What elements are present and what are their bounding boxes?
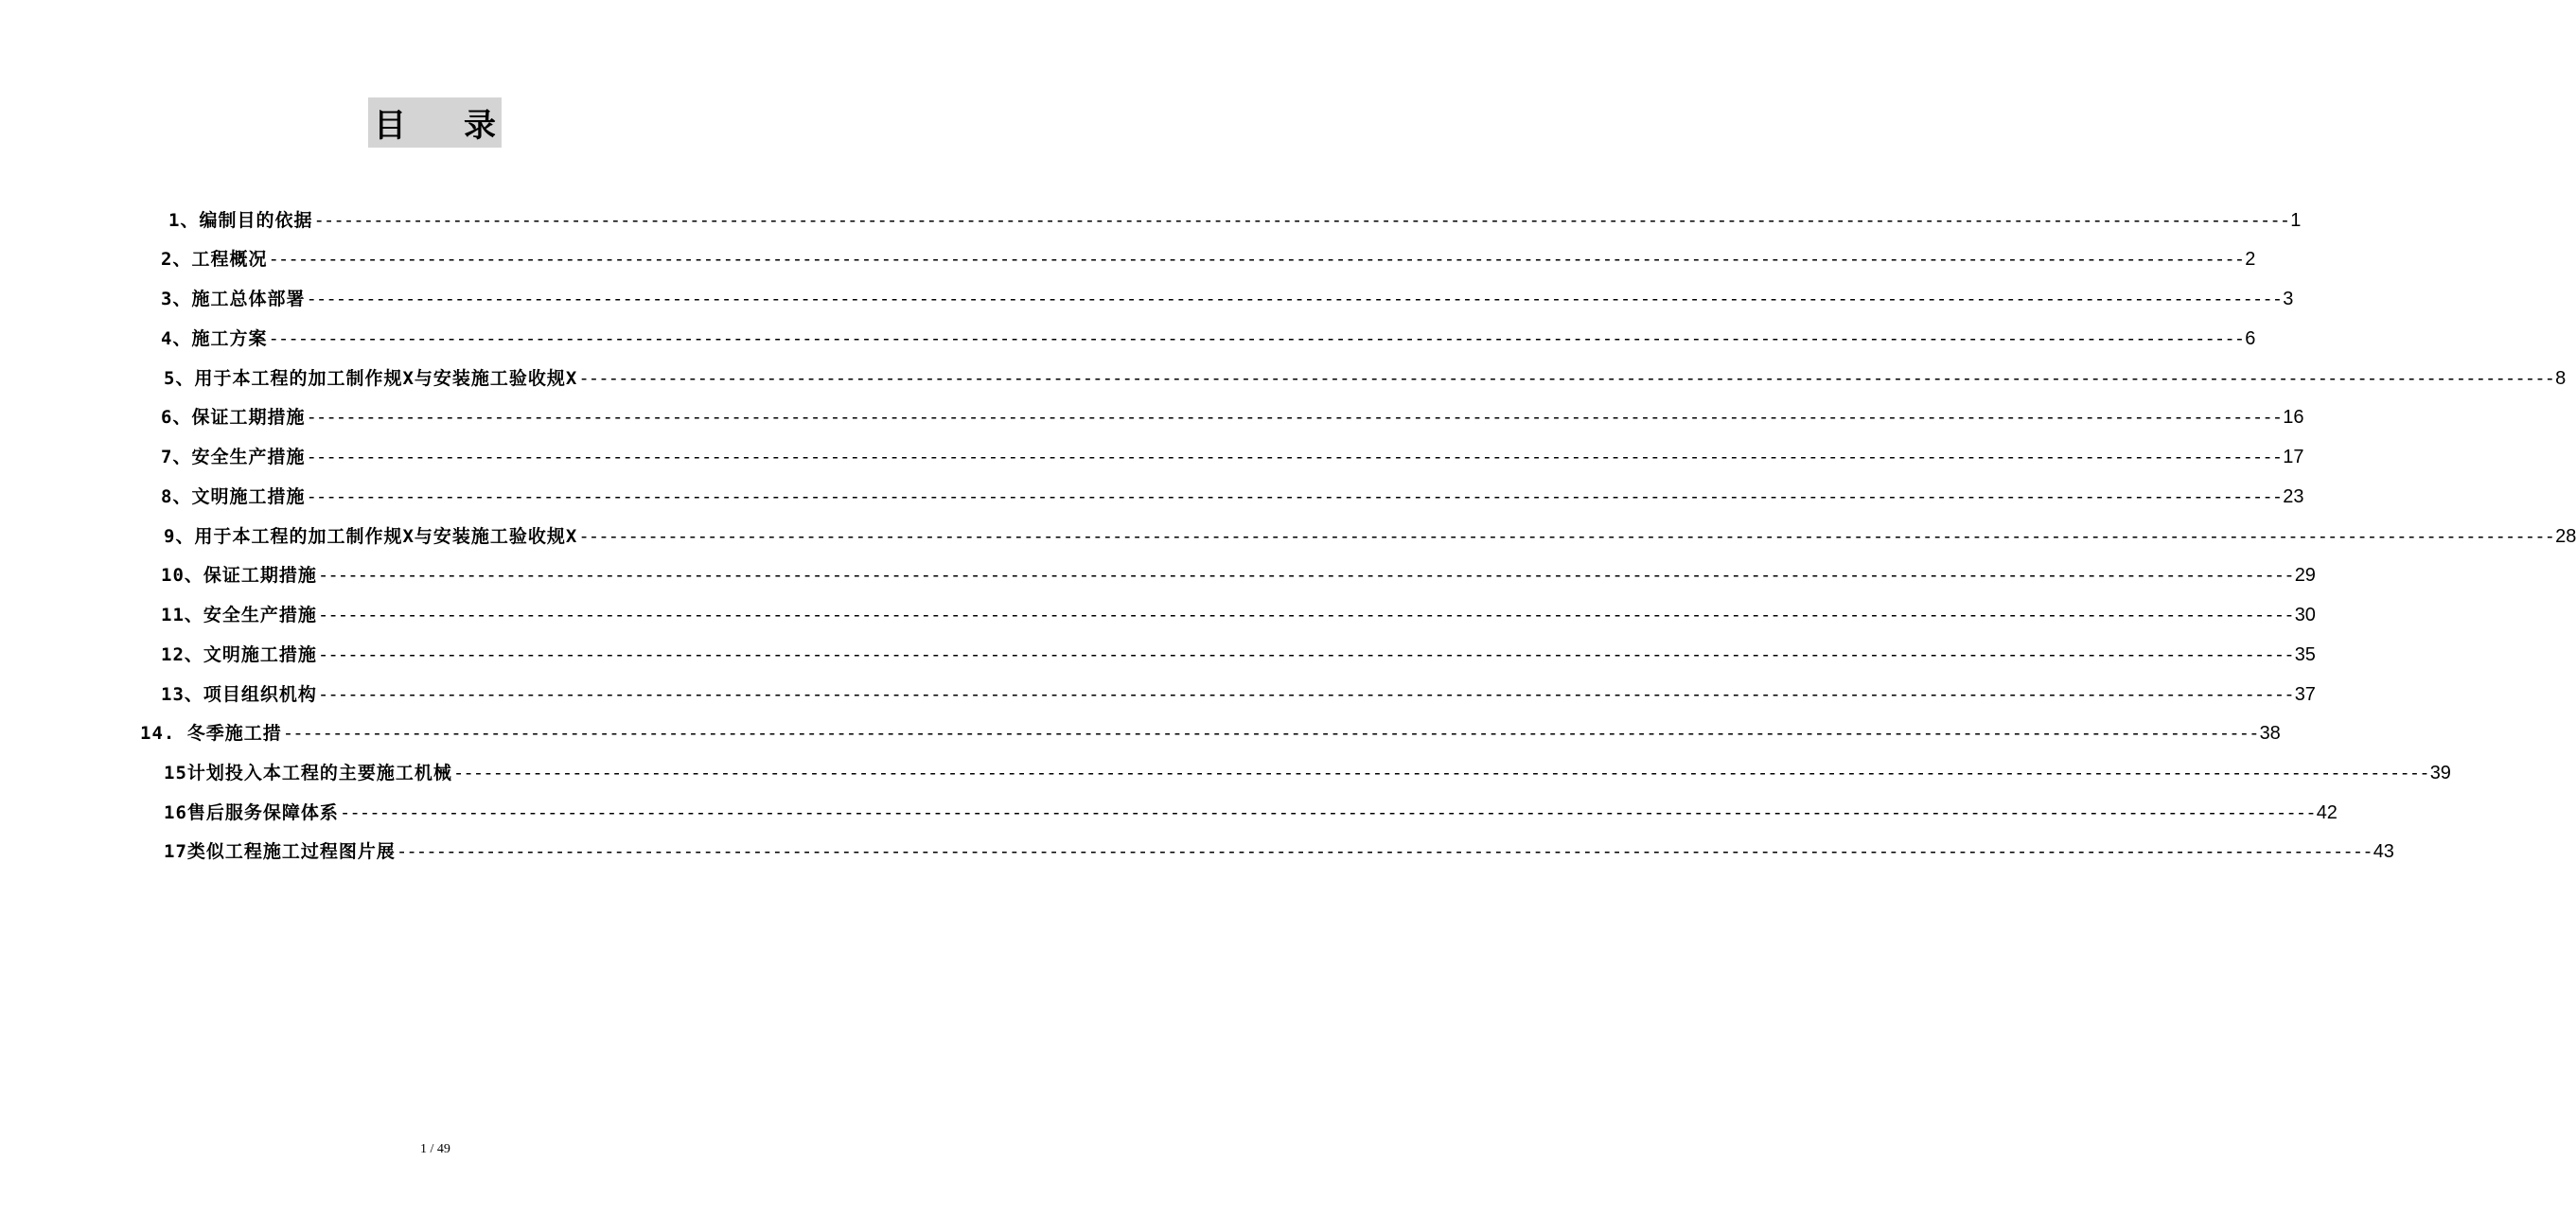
- toc-entry-label: 6、保证工期措施: [161, 407, 306, 428]
- toc-entry-label: 11、安全生产措施: [161, 605, 317, 625]
- toc-entry[interactable]: [161, 285, 2294, 313]
- toc-dot-leader: --------------------------------------------------------------------------------------------------------------------------------------------------------------------------------------------------------: [578, 368, 2555, 389]
- toc-entry-page: 39: [2429, 763, 2451, 783]
- toc-entry-label: 3、施工总体部署: [161, 289, 306, 309]
- toc-entry-page: 35: [2294, 644, 2316, 665]
- toc-entry[interactable]: [161, 641, 2316, 669]
- toc-entry-page: 17: [2283, 447, 2304, 467]
- toc-entry-page: 3: [2283, 289, 2294, 309]
- toc-dot-leader: --------------------------------------------------------------------------------------------------------------------------------------------------------------------------------------------------------: [396, 841, 2373, 862]
- toc-entry[interactable]: [140, 719, 2281, 748]
- toc-dot-leader: --------------------------------------------------------------------------------------------------------------------------------------------------------------------------------------------------------: [282, 723, 2259, 744]
- toc-entry[interactable]: [161, 403, 2304, 431]
- toc-dot-leader: --------------------------------------------------------------------------------------------------------------------------------------------------------------------------------------------------------: [317, 565, 2294, 586]
- toc-entry[interactable]: [164, 759, 2451, 787]
- toc-entry[interactable]: [161, 601, 2316, 629]
- toc-entry-page: 42: [2316, 802, 2338, 823]
- toc-entry[interactable]: [161, 245, 2256, 273]
- toc-entry[interactable]: [164, 364, 2567, 393]
- toc-entry[interactable]: [168, 206, 2302, 235]
- toc-entry-label: 9、用于本工程的加工制作规X与安装施工验收规X: [164, 526, 578, 547]
- toc-entry-label: 15计划投入本工程的主要施工机械: [164, 763, 452, 783]
- toc-entry-label: 2、工程概况: [161, 249, 268, 270]
- toc-entry-page: 38: [2259, 723, 2281, 744]
- toc-entry-page: 37: [2294, 684, 2316, 705]
- toc-dot-leader: --------------------------------------------------------------------------------------------------------------------------------------------------------------------------------------------------------: [339, 802, 2316, 823]
- toc-entry[interactable]: [161, 483, 2304, 511]
- toc-entry[interactable]: [161, 680, 2316, 709]
- toc-entry-page: 28: [2555, 526, 2576, 547]
- toc-entry-page: 2: [2245, 249, 2256, 270]
- toc-dot-leader: --------------------------------------------------------------------------------------------------------------------------------------------------------------------------------------------------------: [306, 289, 2283, 309]
- toc-entry-label: 7、安全生产措施: [161, 447, 306, 467]
- toc-dot-leader: --------------------------------------------------------------------------------------------------------------------------------------------------------------------------------------------------------: [317, 684, 2294, 705]
- toc-dot-leader: --------------------------------------------------------------------------------------------------------------------------------------------------------------------------------------------------------: [306, 407, 2283, 428]
- toc-entry-page: 29: [2294, 565, 2316, 586]
- toc-title-char-2: 录: [464, 107, 496, 145]
- toc-entry-page: 1: [2290, 210, 2302, 231]
- toc-dot-leader: --------------------------------------------------------------------------------------------------------------------------------------------------------------------------------------------------------: [268, 328, 2245, 349]
- toc-entry-page: 23: [2283, 486, 2304, 507]
- toc-entry[interactable]: [161, 325, 2256, 353]
- toc-entry[interactable]: [164, 837, 2394, 866]
- toc-entry[interactable]: [161, 443, 2304, 471]
- toc-dot-leader: --------------------------------------------------------------------------------------------------------------------------------------------------------------------------------------------------------: [268, 249, 2245, 270]
- toc-entry-label: 17类似工程施工过程图片展: [164, 841, 396, 862]
- toc-entry[interactable]: [161, 561, 2316, 590]
- toc-entry-label: 4、施工方案: [161, 328, 268, 349]
- toc-entry-label: 5、用于本工程的加工制作规X与安装施工验收规X: [164, 368, 578, 389]
- toc-dot-leader: --------------------------------------------------------------------------------------------------------------------------------------------------------------------------------------------------------: [306, 447, 2283, 467]
- toc-dot-leader: --------------------------------------------------------------------------------------------------------------------------------------------------------------------------------------------------------: [317, 644, 2294, 665]
- toc-entry-label: 8、文明施工措施: [161, 486, 306, 507]
- toc-entry-page: 30: [2294, 605, 2316, 625]
- toc-title: [368, 97, 502, 148]
- page-indicator: 1 / 49: [420, 1142, 450, 1156]
- toc-entry[interactable]: [164, 799, 2338, 827]
- toc-entry-page: 6: [2245, 328, 2256, 349]
- toc-entry-label: 16售后服务保障体系: [164, 802, 339, 823]
- toc-dot-leader: --------------------------------------------------------------------------------------------------------------------------------------------------------------------------------------------------------: [313, 210, 2290, 231]
- toc-entry-page: 43: [2373, 841, 2394, 862]
- toc-title-char-1: 目: [374, 107, 406, 145]
- toc-entry-label: 10、保证工期措施: [161, 565, 317, 586]
- toc-entry[interactable]: [164, 522, 2576, 551]
- toc-dot-leader: --------------------------------------------------------------------------------------------------------------------------------------------------------------------------------------------------------: [306, 486, 2283, 507]
- toc-entry-label: 1、编制目的依据: [168, 210, 313, 231]
- toc-entry-label: 14. 冬季施工措: [140, 723, 282, 744]
- toc-entry-page: 8: [2555, 368, 2567, 389]
- toc-entry-label: 13、项目组织机构: [161, 684, 317, 705]
- toc-dot-leader: --------------------------------------------------------------------------------------------------------------------------------------------------------------------------------------------------------: [317, 605, 2294, 625]
- toc-dot-leader: --------------------------------------------------------------------------------------------------------------------------------------------------------------------------------------------------------: [578, 526, 2555, 547]
- toc-entry-page: 16: [2283, 407, 2304, 428]
- toc-dot-leader: --------------------------------------------------------------------------------------------------------------------------------------------------------------------------------------------------------: [452, 763, 2429, 783]
- toc-entry-label: 12、文明施工措施: [161, 644, 317, 665]
